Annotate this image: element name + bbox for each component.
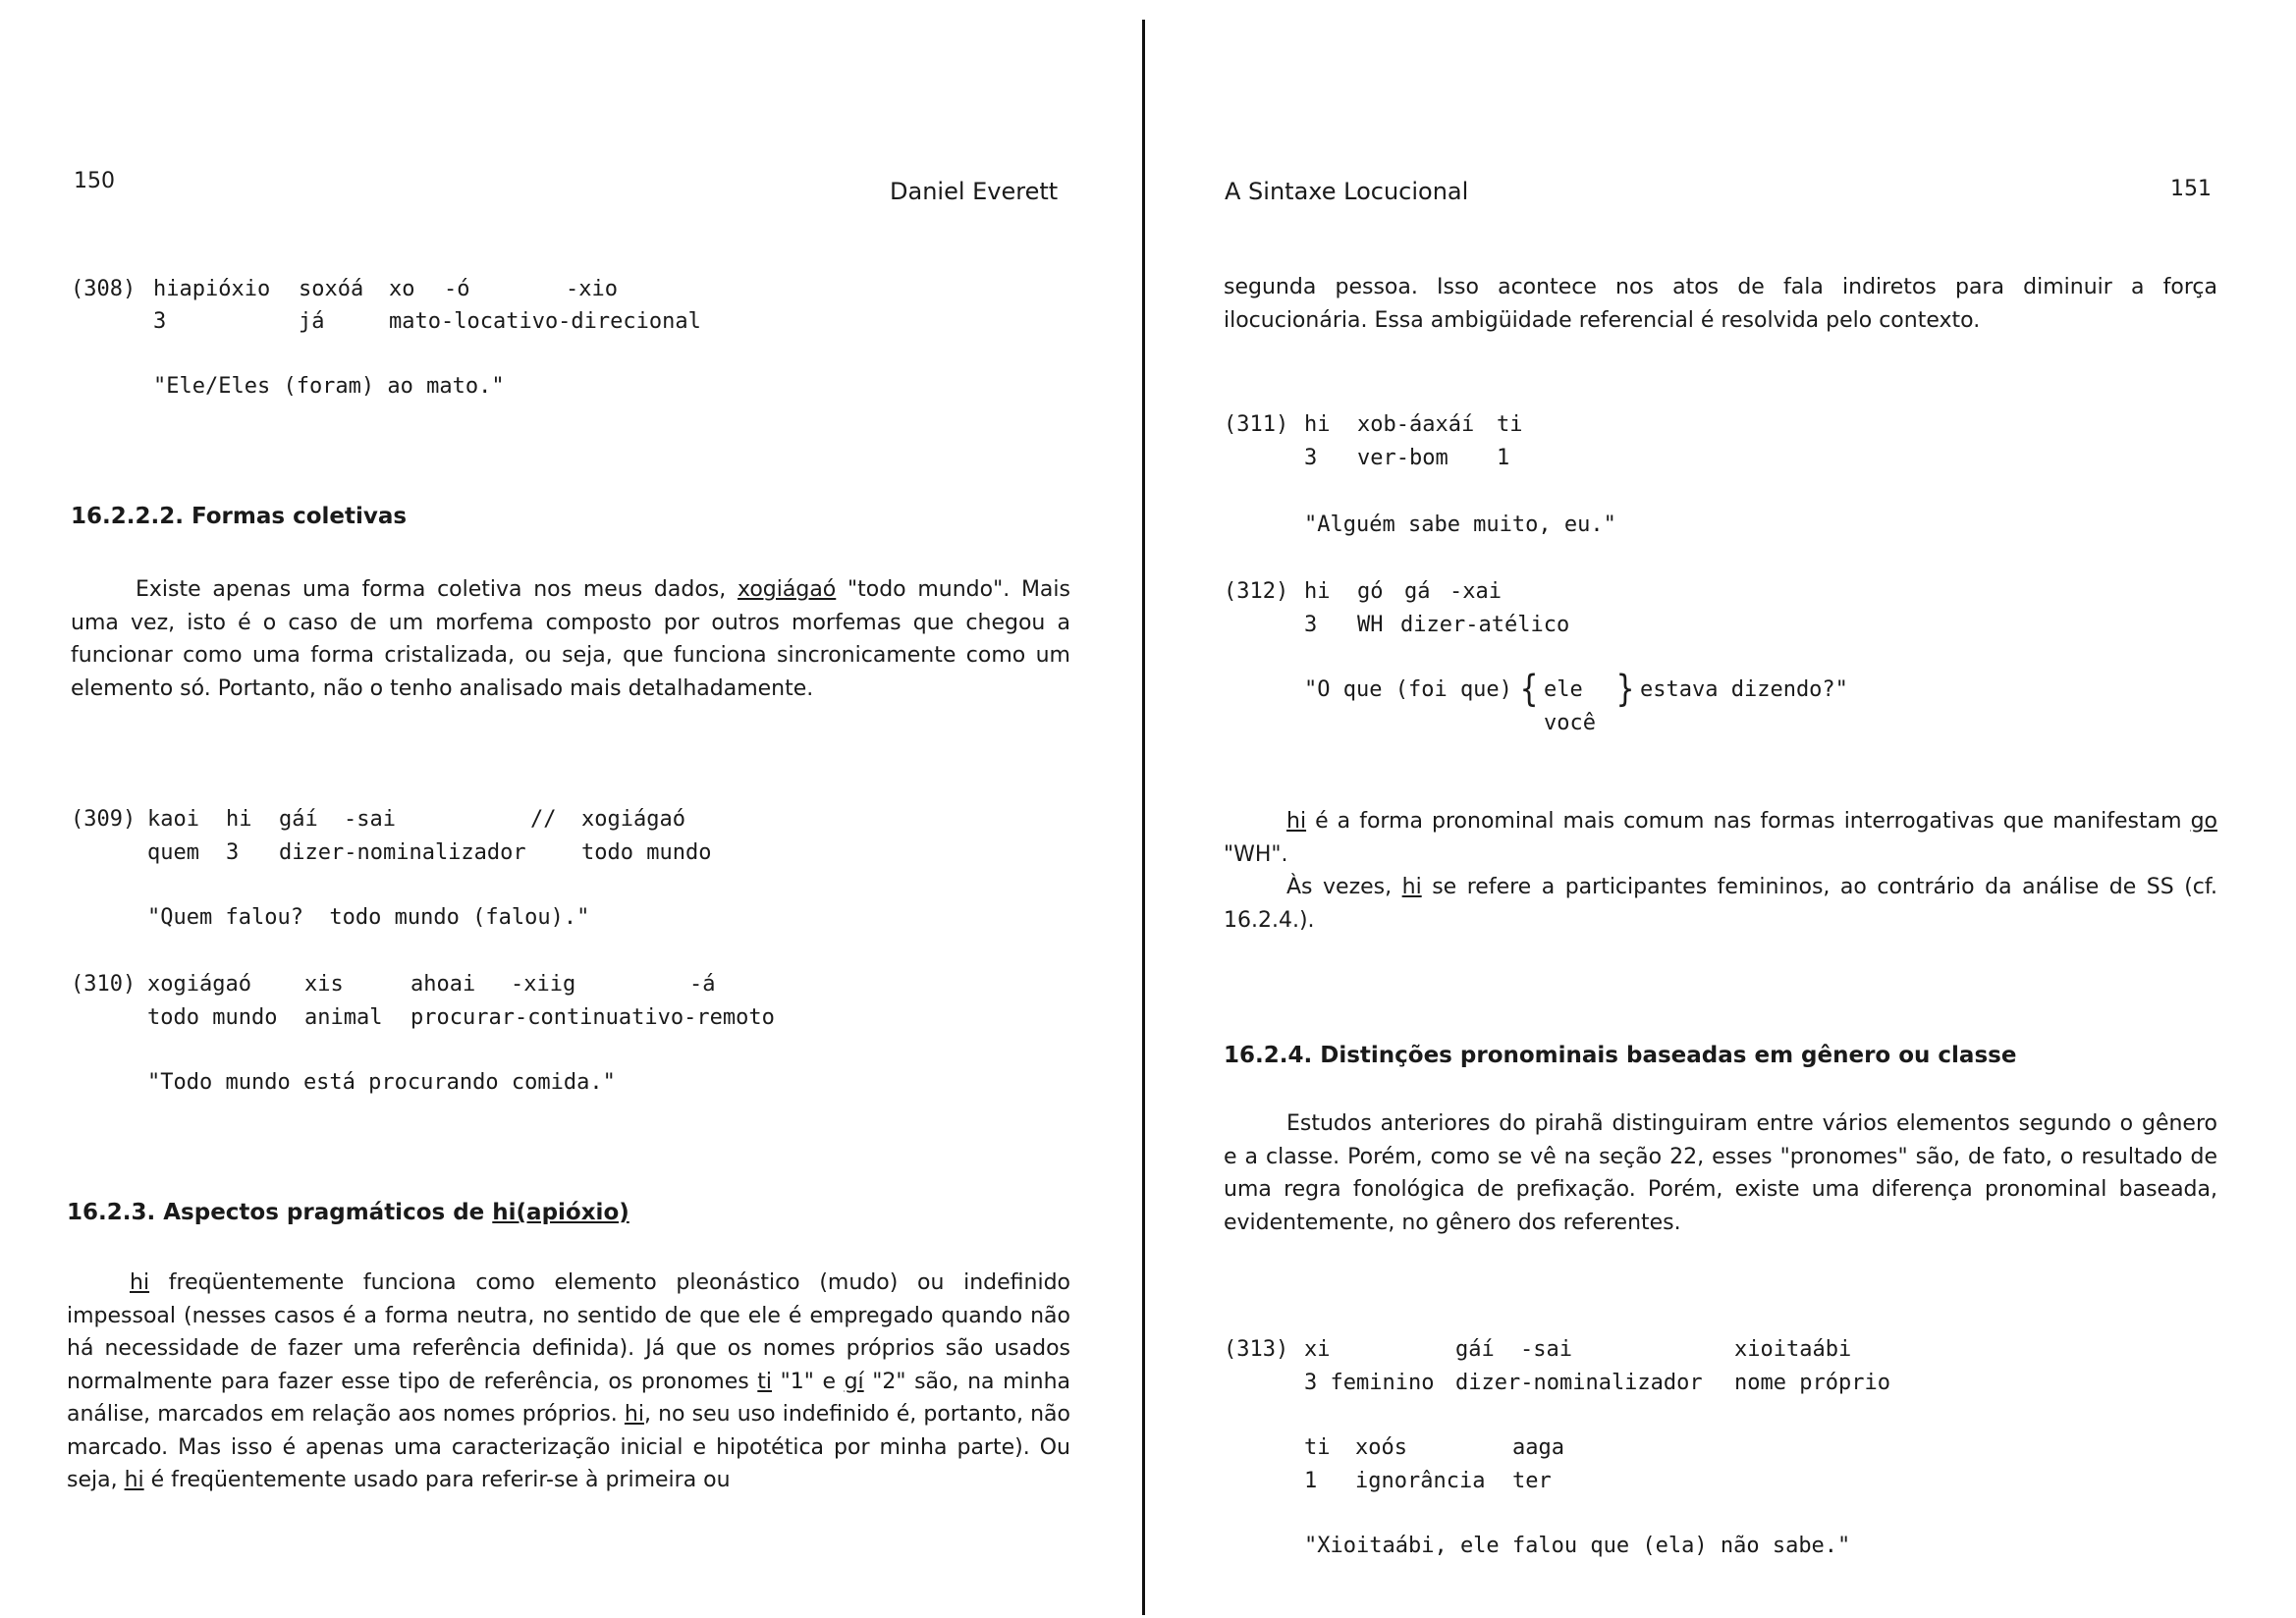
word: xis	[304, 972, 344, 997]
paragraph: Existe apenas uma forma coletiva nos meus dados, xogiágaó "todo mundo". Mais uma vez, isto é o caso de um morfema composto por outros morfemas que chegou a funcionar como uma forma cristalizada, ou seja, que funciona sincronicamente como um elemento só. Portanto, não o tenho analisado mais detalhadamente.	[71, 577, 1070, 701]
paragraph: hi freqüentemente funciona como elemento pleonástico (mudo) ou indefinido impessoal (nesses casos é a forma neutra, no sentido de que ele é empregado quando não há necessidade de fazer uma referência definida). Já que os nomes próprios são usados normalmente para fazer esse tipo de referência, os pronomes ti "1" e gí "2" são, na minha análise, marcados em relação aos nomes próprios. hi, no seu uso indefinido é, portanto, não marcado. Mas isso é apenas uma caracterização inicial e hipotética por minha parte). Ou seja, hi é freqüentemente usado para referir-se à primeira ou	[67, 1270, 1070, 1492]
term: hi	[1401, 875, 1422, 899]
running-head: A Sintaxe Locucional	[1225, 178, 1469, 205]
example-number: (311)	[1224, 412, 1289, 437]
word: -xiig	[511, 972, 576, 997]
term: hi(apióxio)	[492, 1200, 629, 1225]
gloss: 3	[153, 309, 167, 334]
alternative: você	[1544, 711, 1596, 735]
gloss: dizer-atélico	[1400, 613, 1570, 637]
word: hi	[1304, 412, 1331, 437]
word: gáí	[279, 807, 318, 832]
gloss: ver-bom	[1357, 446, 1449, 470]
word: xo	[389, 277, 415, 301]
word: soxóá	[299, 277, 364, 301]
word: hi	[226, 807, 252, 832]
example-number: (309)	[71, 807, 137, 832]
gloss: ignorância	[1355, 1469, 1486, 1493]
term: xogiágaó	[738, 577, 837, 602]
section-heading: 16.2.4. Distinções pronominais baseadas em gênero ou classe	[1224, 1043, 2017, 1068]
paragraph: hi é a forma pronominal mais comum nas formas interrogativas que manifestam go "WH".	[1224, 809, 2217, 867]
gloss: todo mundo	[147, 1005, 278, 1030]
translation: estava dizendo?"	[1640, 677, 1848, 702]
running-head: Daniel Everett	[890, 178, 1059, 205]
word: ti	[1304, 1435, 1331, 1460]
example-number: (312)	[1224, 579, 1289, 604]
gloss: mato-locativo-direcional	[389, 309, 701, 334]
gloss: ter	[1512, 1469, 1552, 1493]
word: -sai	[344, 807, 396, 832]
translation: "Todo mundo está procurando comida."	[147, 1070, 616, 1095]
word: aaga	[1512, 1435, 1564, 1460]
translation: "Alguém sabe muito, eu."	[1304, 512, 1616, 537]
paragraph: Estudos anteriores do pirahã distinguiram entre vários elementos segundo o gênero e a classe. Porém, como se vê na seção 22, esses "pronomes" são, de fato, o resultado de uma regra fonológica de prefixação. Porém, existe uma diferença pronominal baseada, evidentemente, no gênero dos referentes.	[1224, 1111, 2217, 1235]
example-number: (308)	[71, 277, 137, 301]
word: hi	[1304, 579, 1331, 604]
word: xob-áaxáí	[1357, 412, 1475, 437]
gloss: 1	[1497, 446, 1510, 470]
translation: "Xioitaábi, ele falou que (ela) não sabe."	[1304, 1534, 1851, 1558]
gloss: quem	[147, 840, 199, 865]
word: gáí	[1455, 1337, 1495, 1362]
example-number: (313)	[1224, 1337, 1289, 1362]
paragraph: Às vezes, hi se refere a participantes femininos, ao contrário da análise de SS (cf. 16.2.4.).	[1224, 875, 2218, 933]
gloss: procurar-continuativo-remoto	[410, 1005, 775, 1030]
term: go	[2190, 809, 2217, 834]
word: -ó	[444, 277, 470, 301]
term: gí	[844, 1369, 864, 1394]
gloss: dizer-nominalizador	[279, 840, 526, 865]
paragraph: segunda pessoa. Isso acontece nos atos de fala indiretos para diminuir a força ilocucionária. Essa ambigüidade referencial é resolvida pelo contexto.	[1224, 275, 2217, 333]
word: -á	[689, 972, 716, 997]
term: hi	[130, 1270, 150, 1295]
term: hi	[624, 1402, 644, 1427]
gloss: já	[299, 309, 325, 334]
section-heading: 16.2.3. Aspectos pragmáticos de hi(apióxio)	[67, 1200, 629, 1225]
word: -xio	[566, 277, 618, 301]
term: hi	[1286, 809, 1307, 834]
word: gó	[1357, 579, 1384, 604]
word: ti	[1497, 412, 1523, 437]
right-page	[1151, 0, 2296, 1618]
word: ahoai	[410, 972, 476, 997]
word: xoós	[1355, 1435, 1407, 1460]
word: //	[530, 807, 557, 832]
word: xi	[1304, 1337, 1331, 1362]
word: gá	[1404, 579, 1431, 604]
word: -sai	[1520, 1337, 1572, 1362]
term: ti	[757, 1369, 773, 1394]
term: hi	[124, 1468, 144, 1492]
translation: "O que (foi que)	[1304, 677, 1512, 702]
section-heading: 16.2.2.2. Formas coletivas	[71, 504, 408, 529]
word: kaoi	[147, 807, 199, 832]
gloss: 3	[226, 840, 240, 865]
word: xogiágaó	[147, 972, 251, 997]
word: hiapióxio	[153, 277, 271, 301]
alternative: ele	[1544, 677, 1583, 702]
right-brace: }	[1616, 668, 1635, 711]
gloss: 3	[1304, 446, 1318, 470]
gloss: nome próprio	[1734, 1371, 1890, 1395]
page-number: 151	[2170, 177, 2212, 201]
translation: "Quem falou? todo mundo (falou)."	[147, 905, 590, 930]
left-brace: {	[1520, 668, 1539, 711]
translation: "Ele/Eles (foram) ao mato."	[153, 374, 505, 399]
gloss: 3	[1304, 613, 1318, 637]
gloss: dizer-nominalizador	[1455, 1371, 1703, 1395]
page-number: 150	[74, 169, 115, 193]
gloss: todo mundo	[581, 840, 712, 865]
gloss: 3 feminino	[1304, 1371, 1435, 1395]
word: xogiágaó	[581, 807, 685, 832]
gloss: 1	[1304, 1469, 1318, 1493]
example-number: (310)	[71, 972, 137, 997]
left-page	[0, 0, 1145, 1618]
word: -xai	[1449, 579, 1502, 604]
gloss: animal	[304, 1005, 383, 1030]
word: xioitaábi	[1734, 1337, 1852, 1362]
gloss: WH	[1357, 613, 1384, 637]
